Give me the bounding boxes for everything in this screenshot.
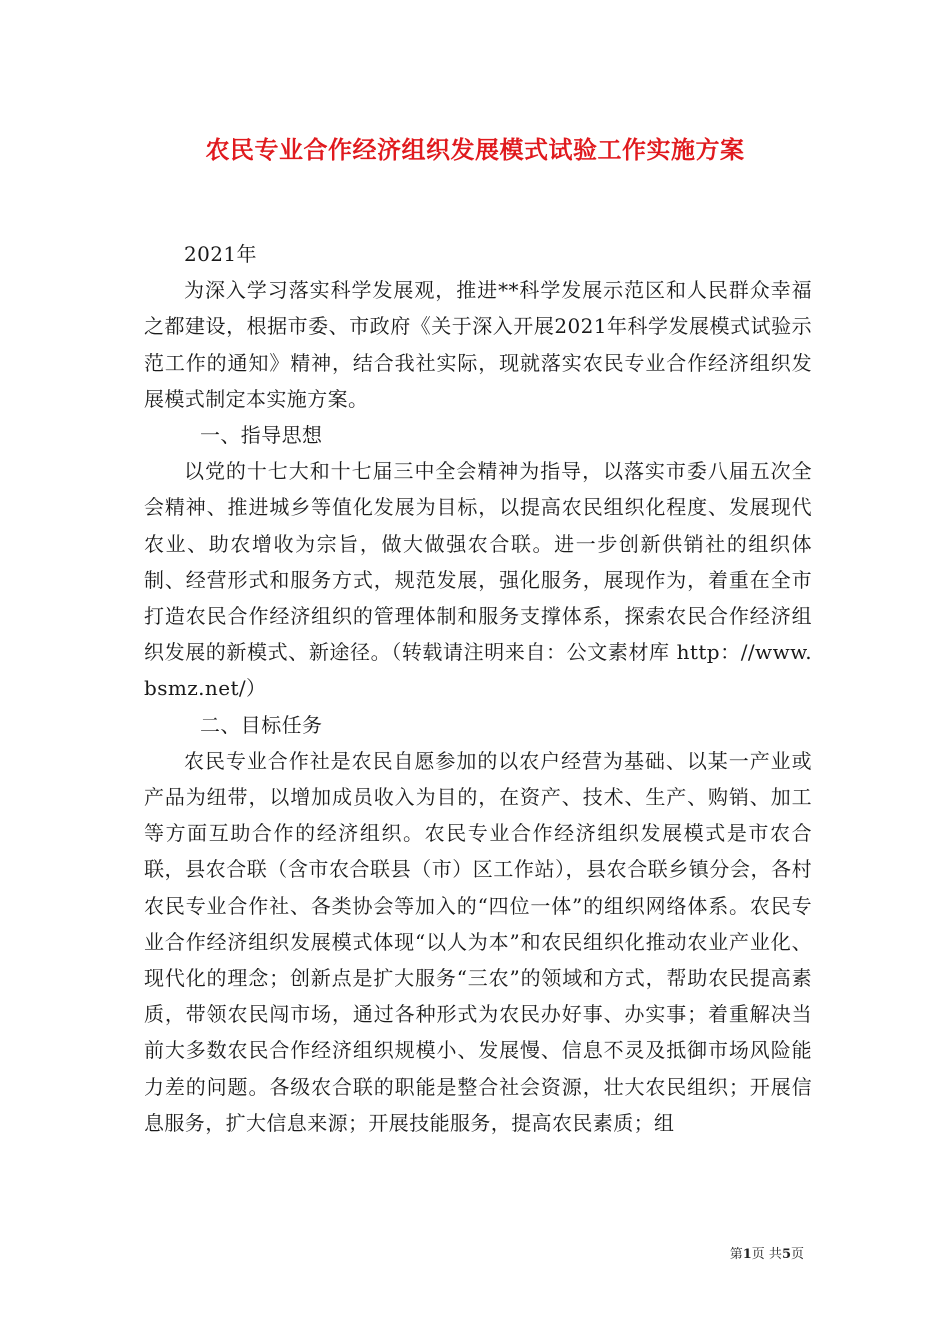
footer-middle: 页 共 xyxy=(751,1247,782,1262)
current-page-number: 1 xyxy=(742,1247,752,1262)
intro-paragraph: 为深入学习落实科学发展观，推进**科学发展示范区和人民群众幸福之都建设，根据市委、市政府《关于深入开展2021年科学发展模式试验示范工作的通知》精神，结合我社实际，现就落实农民专业合作经济组织发展模式制定本实施方案。 xyxy=(144,278,812,411)
document-body xyxy=(144,236,812,1141)
section-heading-guiding-ideology: 一、指导思想 xyxy=(200,423,323,448)
document-title: 农民专业合作经济组织发展模式试验工作实施方案 xyxy=(205,135,745,164)
page-footer xyxy=(730,1246,804,1264)
total-pages-number: 5 xyxy=(781,1247,791,1262)
section-heading-goals-tasks: 二、目标任务 xyxy=(200,712,323,737)
goals-tasks-paragraph: 农民专业合作社是农民自愿参加的以农户经营为基础、以某一产业或产品为纽带，以增加成员收入为目的，在资产、技术、生产、购销、加工等方面互助合作的经济组织。农民专业合作经济组织发展模式是市农合联，县农合联（含市农合联县（市）区工作站），县农合联乡镇分会，各村农民专业合作社、各类协会等加入的“四位一体”的组织网络体系。农民专业合作经济组织发展模式体现“以人为本”和农民组织化推动农业产业化、现代化的理念；创新点是扩大服务“三农”的领域和方式，帮助农民提高素质，带领农民闯市场，通过各种形式为农民办好事、办实事；着重解决当前大多数农民合作经济组织规模小、发展慢、信息不灵及抵御市场风险能力差的问题。各级农合联的职能是整合社会资源，壮大农民组织；开展信息服务，扩大信息来源；开展技能服务，提高农民素质；组 xyxy=(144,748,812,1135)
guiding-ideology-paragraph: 以党的十七大和十七届三中全会精神为指导，以落实市委八届五次全会精神、推进城乡等值化发展为目标，以提高农民组织化程度、发展现代农业、助农增收为宗旨，做大做强农合联。进一步创新供销社的组织体制、经营形式和服务方式，规范发展，强化服务，展现作为，着重在全市打造农民合作经济组织的管理体制和服务支撑体系，探索农民合作经济组织发展的新模式、新途径。（转载请注明来自：公文素材库 http：//www.bsmz.net/） xyxy=(144,459,812,701)
year-line: 2021年 xyxy=(184,242,257,266)
footer-prefix: 第 xyxy=(729,1247,743,1262)
footer-suffix: 页 xyxy=(790,1247,804,1262)
